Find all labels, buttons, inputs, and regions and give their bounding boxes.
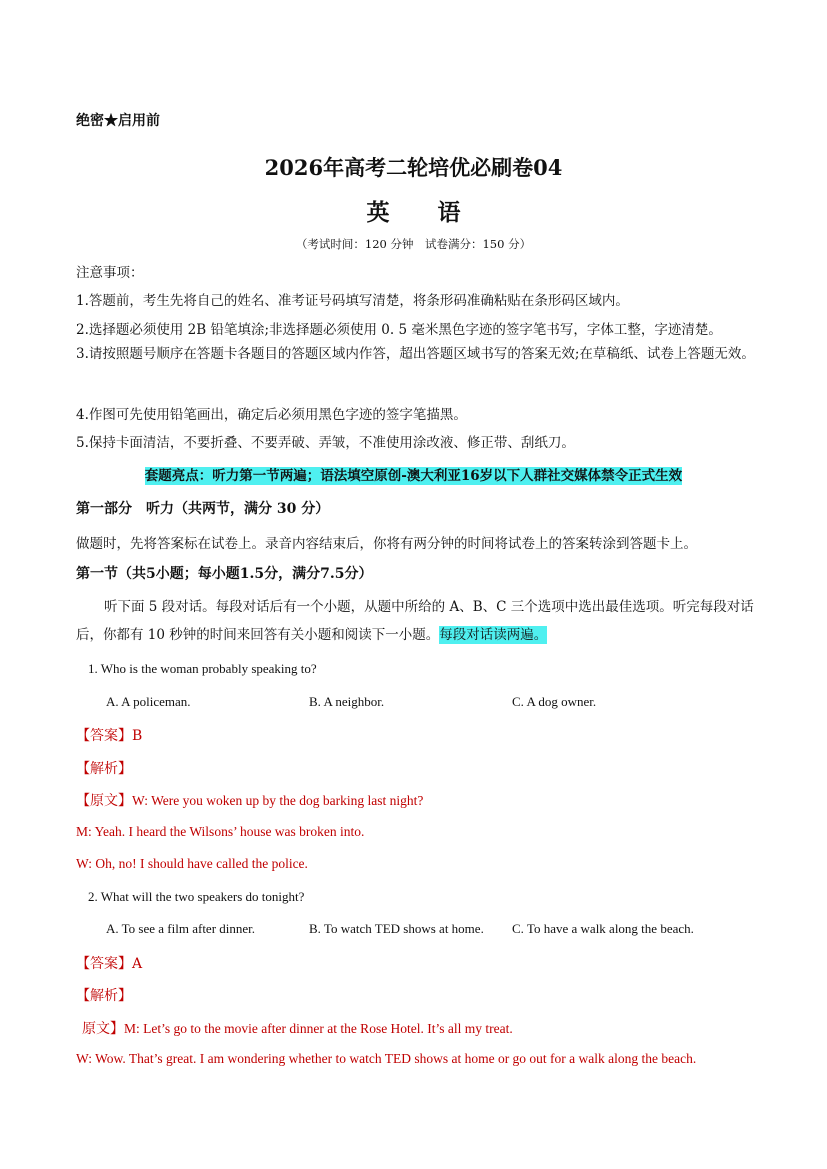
- transcript-text: M: Let’s go to the movie after dinner at the Rose Hotel. It’s all my treat.: [124, 1021, 513, 1036]
- note-item-4: 4.作图可先使用铅笔画出，确定后必须用黑色字迹的签字笔描黑。: [76, 407, 467, 423]
- section1-desc-highlight: 每段对话读两遍。: [439, 627, 548, 643]
- answer-value: A: [132, 956, 143, 972]
- transcript-text: W: Were you woken up by the dog barking last night?: [132, 793, 424, 808]
- question-2-option-a: A. To see a film after dinner.: [106, 921, 256, 936]
- original-label: 【原文】: [76, 793, 132, 809]
- highlight-text: 套题亮点：听力第一节两遍；语法填空原创-澳大利亚16岁以下人群社交媒体禁令正式生效: [144, 468, 683, 484]
- question-2-transcript-line-1: [82, 1018, 513, 1038]
- question-1-option-a: A. A policeman.: [106, 694, 191, 709]
- question-1-transcript-line-3: W: Oh, no! I should have called the police.: [76, 856, 308, 871]
- question-2-analysis-label: 【解析】: [76, 988, 132, 1004]
- confidential-label: 绝密★启用前: [76, 113, 160, 129]
- part1-instruction: 做题时，先将答案标在试卷上。录音内容结束后，你将有两分钟的时间将试卷上的答案转涂到答题卡上。: [76, 536, 697, 552]
- question-1-option-b: B. A neighbor.: [309, 694, 385, 709]
- note-item-3: 3.请按照题号顺序在答题卡各题目的答题区域内作答，超出答题区域书写的答案无效;在草稿纸、试卷上答题无效。: [76, 346, 755, 362]
- note-item-2: 2.选择题必须使用 2B 铅笔填涂;非选择题必须使用 0. 5 毫米黑色字迹的签字笔书写，字体工整，字迹清楚。: [76, 322, 722, 338]
- question-2-transcript-line-2: W: Wow. That’s great. I am wondering whether to watch TED shows at home or go out for a walk along the beach.: [76, 1051, 697, 1066]
- answer-label: 【答案】: [76, 956, 132, 972]
- question-2-option-c: C. To have a walk along the beach.: [512, 921, 694, 936]
- question-1-transcript-line-2: M: Yeah. I heard the Wilsons’ house was broken into.: [76, 824, 365, 839]
- part1-title: 第一部分 听力（共两节，满分 30 分）: [76, 501, 330, 517]
- question-1-stem: 1. Who is the woman probably speaking to?: [88, 661, 317, 676]
- section1-title: 第一节（共5小题；每小题1.5分，满分7.5分）: [76, 566, 373, 582]
- notes-heading: 注意事项：: [76, 265, 144, 281]
- note-item-5: 5.保持卡面清洁，不要折叠、不要弄破、弄皱，不准使用涂改液、修正带、刮纸刀。: [76, 435, 575, 451]
- question-1-option-c: C. A dog owner.: [512, 694, 597, 709]
- answer-value: B: [132, 728, 143, 744]
- question-1-answer: [76, 725, 142, 745]
- question-2-option-b: B. To watch TED shows at home.: [309, 921, 484, 936]
- question-1-transcript-line-1: [76, 790, 423, 810]
- question-1-analysis-label: 【解析】: [76, 761, 132, 777]
- section1-desc-text: 听下面 5 段对话。每段对话后有一个小题，从题中所给的 A、B、C 三个选项中选出最佳选项。听完每段对话后，你都有 10 秒钟的时间来回答有关小题和阅读下一小题。: [76, 599, 754, 643]
- question-2-answer: [76, 953, 142, 973]
- subject-title: 英 语: [366, 199, 481, 226]
- question-2-stem: 2. What will the two speakers do tonight?: [88, 889, 305, 904]
- original-label: 原文】: [82, 1021, 124, 1037]
- exam-title: 2026年高考二轮培优必刷卷04: [264, 155, 563, 180]
- section1-description: [76, 593, 766, 649]
- note-item-1: 1.答题前，考生先将自己的姓名、准考证号码填写清楚，将条形码准确粘贴在条形码区域内。: [76, 293, 629, 309]
- answer-label: 【答案】: [76, 728, 132, 744]
- set-highlight: [0, 464, 827, 484]
- exam-info: （考试时间：120 分钟 试卷满分：150 分）: [295, 237, 532, 251]
